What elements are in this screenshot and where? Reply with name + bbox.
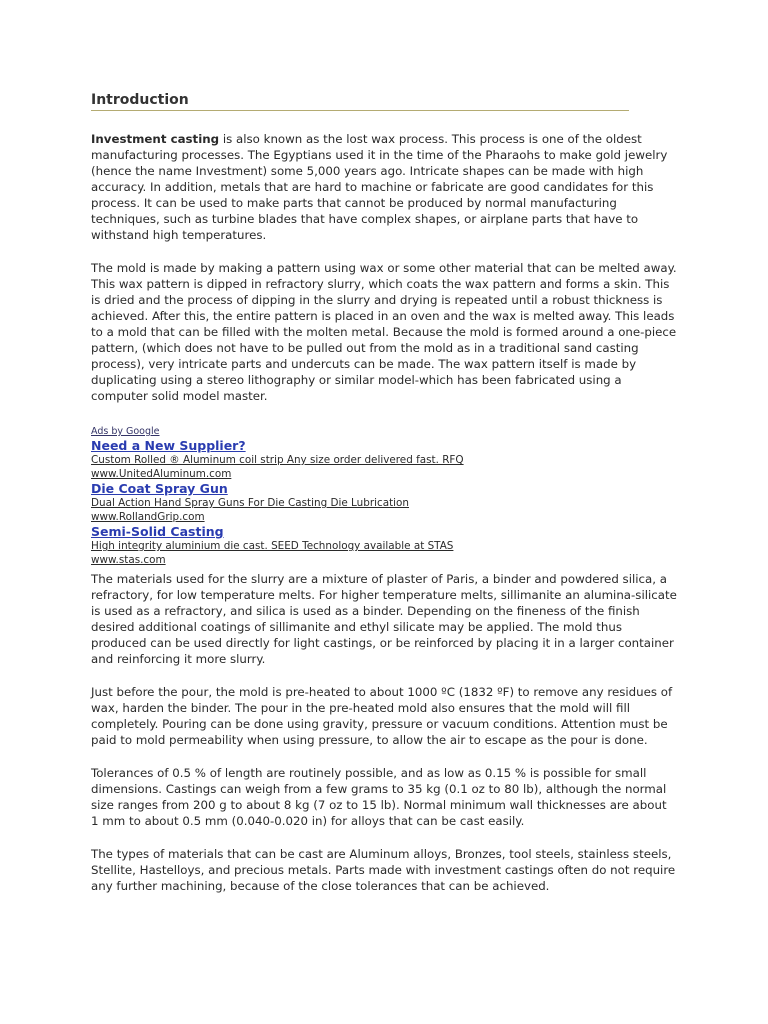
ad-title-link[interactable]: Die Coat Spray Gun — [91, 481, 228, 496]
paragraph-slurry: The materials used for the slurry are a mixture of plaster of Paris, a binder and powdered silica, a refractory, for low temperature melts. For higher temperature melts, sillimanite an alumina-silicate is used as a refractory, and silica is used as a binder. Depending on the fineness of the finish desired additional coatings of sillimanite and ethyl silicate may be applied. The mold thus produced can be used directly for light castings, or be reinforced by placing it in a larger container and reinforcing it more slurry. — [91, 572, 677, 666]
ad-url-link[interactable]: www.stas.com — [91, 554, 166, 566]
ad-item — [91, 481, 677, 524]
paragraph-tolerances: Tolerances of 0.5 % of length are routinely possible, and as low as 0.15 % is possible for small dimensions. Castings can weigh from a few grams to 35 kg (0.1 oz to 80 lb), although the normal size ranges from 200 g to about 8 kg (7 oz to 15 lb). Normal minimum wall thicknesses are about 1 mm to about 0.5 mm (0.040-0.020 in) for alloys that can be cast easily. — [91, 766, 667, 828]
bold-term: Investment casting — [91, 132, 220, 146]
ad-description[interactable]: Dual Action Hand Spray Guns For Die Casting Die Lubrication — [91, 497, 409, 509]
ads-block — [91, 419, 677, 567]
ad-item — [91, 524, 677, 567]
paragraph-intro-text: is also known as the lost wax process. This process is one of the oldest manufacturing processes. The Egyptians used it in the time of the Pharaohs to make gold jewelry (hence the name Investment) some 5,000 years ago. Intricate shapes can be made with high accuracy. In addition, metals that are hard to machine or fabricate are good candidates for this process. It can be used to make parts that cannot be produced by normal manufacturing techniques, such as turbine blades that have complex shapes, or airplane parts that have to withstand high temperatures. — [91, 132, 668, 242]
paragraph-intro — [91, 131, 677, 243]
paragraph-mold: The mold is made by making a pattern using wax or some other material that can be melted away. This wax pattern is dipped in refractory slurry, which coats the wax pattern and forms a skin. This is dried and the process of dipping in the slurry and drying is repeated until a robust thickness is achieved. After this, the entire pattern is placed in an oven and the wax is melted away. This leads to a mold that can be filled with the molten metal. Because the mold is formed around a one-piece pattern, (which does not have to be pulled out from the mold as in a traditional sand casting process), very intricate parts and undercuts can be made. The wax pattern itself is made by duplicating using a stereo lithography or similar model-which has been fabricated using a computer solid model master. — [91, 261, 677, 403]
paragraph-pour: Just before the pour, the mold is pre-heated to about 1000 ºC (1832 ºF) to remove any residues of wax, harden the binder. The pour in the pre-heated mold also ensures that the mold will fill completely. Pouring can be done using gravity, pressure or vacuum conditions. Attention must be paid to mold permeability when using pressure, to allow the air to escape as the pour is done. — [91, 685, 673, 747]
ad-url-link[interactable]: www.RollandGrip.com — [91, 511, 205, 523]
ad-title-link[interactable]: Need a New Supplier? — [91, 438, 246, 453]
document-page — [91, 92, 677, 894]
ad-item — [91, 438, 677, 481]
page-title: Introduction — [91, 92, 629, 111]
ads-by-google-link[interactable]: Ads by Google — [91, 426, 160, 437]
paragraph-materials: The types of materials that can be cast are Aluminum alloys, Bronzes, tool steels, stainless steels, Stellite, Hastelloys, and precious metals. Parts made with investment castings often do not require any further machining, because of the close tolerances that can be achieved. — [91, 847, 676, 893]
ad-title-link[interactable]: Semi-Solid Casting — [91, 524, 224, 539]
ad-url-link[interactable]: www.UnitedAluminum.com — [91, 468, 232, 480]
ad-description[interactable]: High integrity aluminium die cast. SEED Technology available at STAS — [91, 540, 454, 552]
ad-description[interactable]: Custom Rolled ® Aluminum coil strip Any size order delivered fast. RFQ — [91, 454, 464, 466]
